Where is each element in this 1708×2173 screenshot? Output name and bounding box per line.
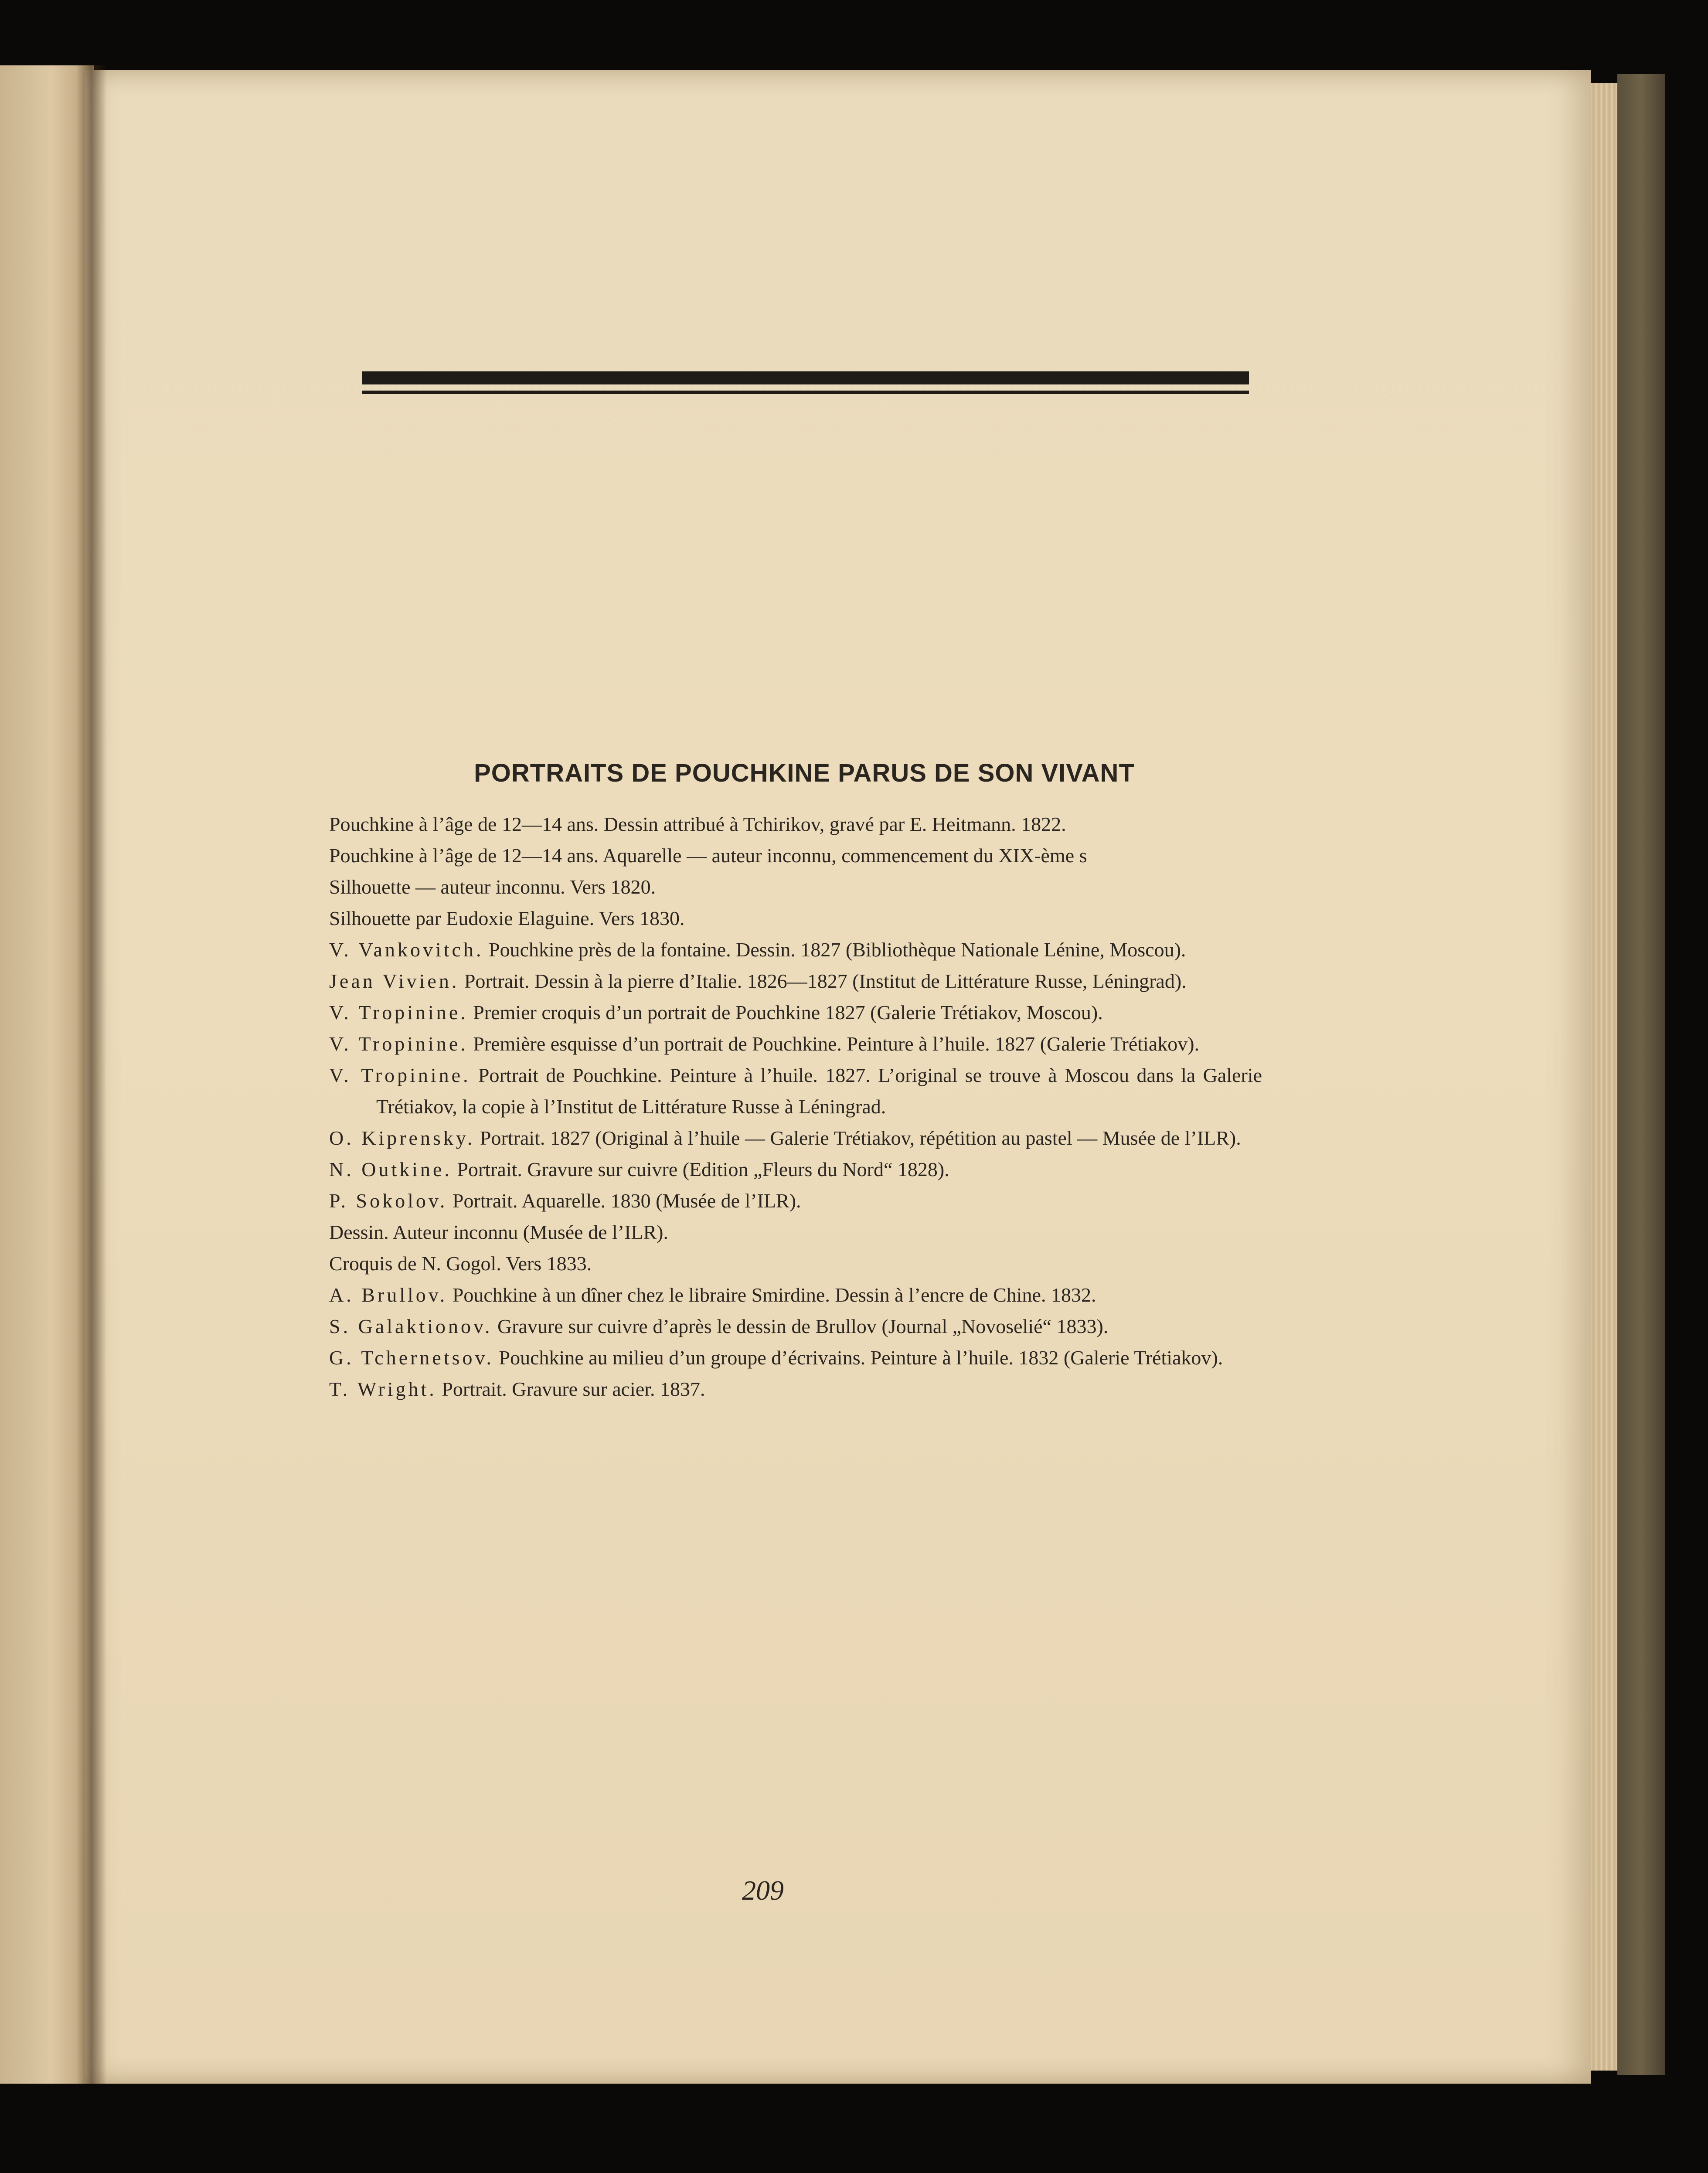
list-item bbox=[329, 903, 1262, 934]
list-item bbox=[329, 1342, 1262, 1374]
list-item bbox=[329, 1060, 1262, 1122]
artist-name: S. Galaktionov. bbox=[329, 1315, 493, 1337]
book-gutter bbox=[76, 65, 107, 2084]
entry-text: Portrait. Dessin à la pierre d’Italie. 1826—1827 (Institut de Littérature Russe, Léningrad). bbox=[459, 970, 1187, 992]
artist-name: V. Tropinine. bbox=[329, 1001, 468, 1024]
list-item bbox=[329, 1374, 1262, 1405]
page-title: PORTRAITS DE POUCHKINE PARUS DE SON VIVANT bbox=[474, 759, 1135, 787]
list-item bbox=[329, 1279, 1262, 1311]
artist-name: V. Tropinine. bbox=[329, 1033, 468, 1055]
page-number: 209 bbox=[742, 1875, 784, 1906]
list-item bbox=[329, 1248, 1262, 1279]
artist-name: N. Outkine. bbox=[329, 1158, 452, 1180]
artist-name: V. Tropinine. bbox=[329, 1064, 471, 1086]
header-rule-thick bbox=[362, 371, 1249, 384]
list-item bbox=[329, 997, 1262, 1028]
list-item bbox=[329, 966, 1262, 997]
entry-text: Pouchkine à un dîner chez le libraire Smirdine. Dessin à l’encre de Chine. 1832. bbox=[447, 1284, 1096, 1306]
entry-text: Portrait. Gravure sur acier. 1837. bbox=[436, 1378, 705, 1400]
entry-text: Premier croquis d’un portrait de Pouchkine 1827 (Galerie Trétiakov, Moscou). bbox=[468, 1001, 1103, 1024]
list-item bbox=[329, 1217, 1262, 1248]
entry-text: Gravure sur cuivre d’après le dessin de Brullov (Journal „Novoselié“ 1833). bbox=[492, 1315, 1109, 1337]
list-item bbox=[329, 934, 1262, 966]
artist-name: T. Wright. bbox=[329, 1378, 437, 1400]
book-cover-edge bbox=[1617, 74, 1665, 2075]
artist-name: O. Kiprensky. bbox=[329, 1127, 475, 1149]
header-rule-thin bbox=[362, 391, 1249, 394]
list-item bbox=[329, 1311, 1262, 1342]
artist-name: G. Tchernetsov. bbox=[329, 1347, 494, 1369]
artist-name: Jean Vivien. bbox=[329, 970, 459, 992]
entry-text: Silhouette — auteur inconnu. Vers 1820. bbox=[329, 876, 656, 898]
artist-name: A. Brullov. bbox=[329, 1284, 448, 1306]
entry-text: Pouchkine au milieu d’un groupe d’écrivains. Peinture à l’huile. 1832 (Galerie Trétiakov). bbox=[494, 1347, 1223, 1369]
entry-text: Dessin. Auteur inconnu (Musée de l’ILR). bbox=[329, 1221, 669, 1243]
entry-text: Pouchkine à l’âge de 12—14 ans. Aquarelle — auteur inconnu, commencement du XIX-ème s bbox=[329, 844, 1087, 867]
artist-name: V. Vankovitch. bbox=[329, 939, 484, 961]
list-item bbox=[329, 1154, 1262, 1185]
list-item bbox=[329, 809, 1262, 840]
entry-text: Portrait. Aquarelle. 1830 (Musée de l’ILR). bbox=[447, 1190, 801, 1212]
entry-text: Croquis de N. Gogol. Vers 1833. bbox=[329, 1252, 592, 1275]
entry-text: Pouchkine à l’âge de 12—14 ans. Dessin attribué à Tchirikov, gravé par E. Heitmann. 1822. bbox=[329, 813, 1066, 835]
page-content bbox=[329, 758, 1262, 1405]
list-item bbox=[329, 1185, 1262, 1217]
entry-text: Portrait. 1827 (Original à l’huile — Galerie Trétiakov, répétition au pastel — Musée de l’ILR). bbox=[475, 1127, 1241, 1149]
page-stack-edges bbox=[1591, 83, 1617, 2071]
entry-text: Portrait. Gravure sur cuivre (Edition „Fleurs du Nord“ 1828). bbox=[452, 1158, 949, 1180]
portrait-list bbox=[329, 809, 1262, 1405]
list-item bbox=[329, 840, 1262, 871]
list-item bbox=[329, 1122, 1262, 1154]
entry-text: Silhouette par Eudoxie Elaguine. Vers 1830. bbox=[329, 907, 685, 929]
entry-text: Pouchkine près de la fontaine. Dessin. 1827 (Bibliothèque Nationale Lénine, Moscou). bbox=[483, 939, 1186, 961]
entry-text: Première esquisse d’un portrait de Pouchkine. Peinture à l’huile. 1827 (Galerie Trétiakov). bbox=[468, 1033, 1200, 1055]
entry-text: Portrait de Pouchkine. Peinture à l’huile. 1827. L’original se trouve à Moscou dans la Galerie Trétiakov, la copie à l’Institut de Littérature Russe à Léningrad. bbox=[376, 1064, 1262, 1118]
artist-name: P. Sokolov. bbox=[329, 1190, 448, 1212]
list-item bbox=[329, 1028, 1262, 1060]
list-item bbox=[329, 871, 1262, 903]
